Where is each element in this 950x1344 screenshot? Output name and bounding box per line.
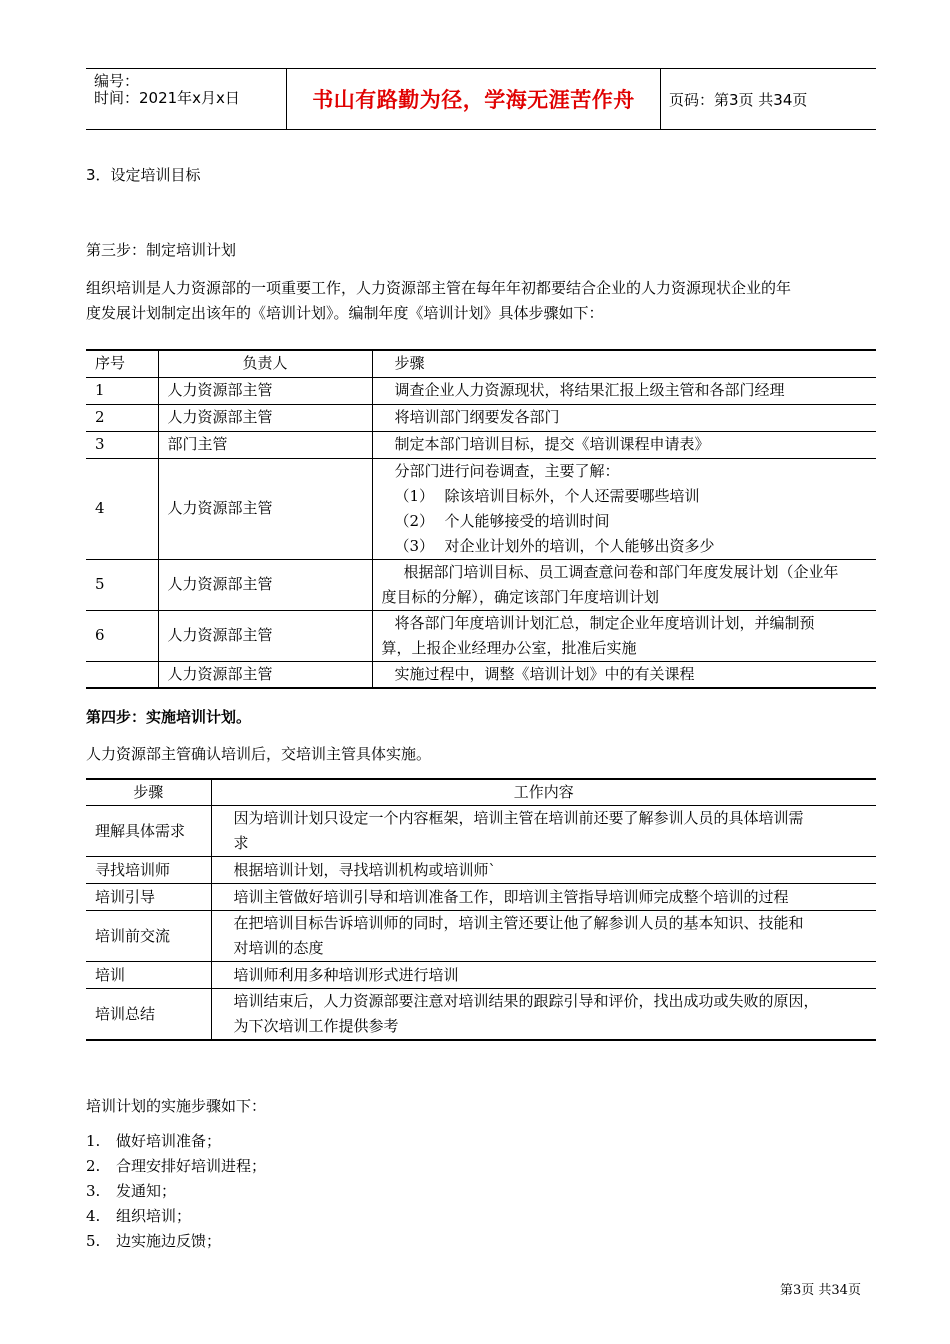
table-row — [86, 806, 876, 857]
row-content-line2: 求 — [233, 834, 249, 852]
row-no: 6 — [95, 626, 105, 644]
table-header-content: 工作内容 — [211, 779, 876, 806]
list-item-num: 3. — [86, 1182, 101, 1200]
table-row — [86, 377, 876, 404]
row-content: 培训主管做好培训引导和培训准备工作，即培训主管指导培训师完成整个培训的过程 — [211, 884, 876, 911]
table-header-row — [86, 779, 876, 806]
list-item-text: 发通知； — [116, 1182, 177, 1200]
step4-title: 第四步：实施培训计划。 — [86, 708, 252, 726]
table-row — [86, 610, 876, 661]
sub-item — [395, 509, 877, 534]
row-content-line1: 培训结束后，人力资源部要注意对培训结果的跟踪引导和评价，找出成功或失败的原因， — [233, 992, 819, 1010]
row-step: 制定本部门培训目标，提交《培训课程申请表》 — [372, 431, 876, 458]
row-step: 实施过程中，调整《培训计划》中的有关课程 — [372, 661, 876, 688]
row-step-line2: 度目标的分解），确定该部门年度培训计划 — [381, 587, 660, 606]
list-item-text: 边实施边反馈； — [116, 1232, 222, 1250]
table-row — [86, 559, 876, 610]
row-step: 培训前交流 — [95, 926, 171, 945]
list-item-num: 2. — [86, 1157, 101, 1175]
row-owner: 人力资源部主管 — [158, 610, 372, 661]
sub-item-num: （1） — [394, 486, 435, 505]
sub-item-num: （2） — [394, 511, 435, 530]
implementation-table — [86, 778, 876, 1041]
row-owner: 部门主管 — [158, 431, 372, 458]
table-header-step: 步骤 — [372, 350, 876, 377]
row-step: 培训引导 — [95, 887, 156, 906]
table-header-no: 序号 — [95, 354, 126, 373]
row-no: 5 — [95, 575, 105, 593]
section3-title: 3．设定培训目标 — [86, 166, 201, 184]
sub-item-text: 个人能够接受的培训时间 — [444, 511, 610, 530]
step4-intro: 人力资源部主管确认培训后，交培训主管具体实施。 — [86, 745, 432, 763]
row-step-line1: 根据部门培训目标、员工调查意问卷和部门年度发展计划（企业年 — [403, 562, 839, 581]
row-content-line2: 为下次培训工作提供参考 — [233, 1017, 399, 1035]
header-motto: 书山有路勤为径，学海无涯苦作舟 — [312, 88, 635, 112]
implementation-title: 培训计划的实施步骤如下： — [86, 1097, 267, 1115]
step3-intro-line2: 度发展计划制定出该年的《培训计划》。编制年度《培训计划》具体步骤如下： — [86, 304, 604, 322]
row-content: 根据培训计划，寻找培训机构或培训师` — [211, 857, 876, 884]
sub-item-num: （3） — [394, 536, 435, 555]
header-page-label: 页码：第3页 共34页 — [669, 90, 808, 109]
row-step-multiline — [372, 559, 876, 610]
row-step: 将培训部门纲要发各部门 — [372, 404, 876, 431]
row-owner: 人力资源部主管 — [158, 458, 372, 559]
row-owner: 人力资源部主管 — [158, 661, 372, 688]
row-owner: 人力资源部主管 — [158, 377, 372, 404]
row-content-line2: 对培训的态度 — [233, 939, 324, 957]
row-content-line1: 因为培训计划只设定一个内容框架，培训主管在培训前还要了解参训人员的具体培训需 — [233, 809, 804, 827]
sub-item — [395, 534, 877, 559]
row-step-multiline — [372, 458, 876, 559]
row-step: 调查企业人力资源现状，将结果汇报上级主管和各部门经理 — [372, 377, 876, 404]
list-item-text: 合理安排好培训进程； — [116, 1157, 267, 1175]
row-content-line1: 在把培训目标告诉培训师的同时，培训主管还要让他了解参训人员的基本知识、技能和 — [233, 914, 804, 932]
list-item — [86, 1232, 221, 1250]
table-header-owner: 负责人 — [158, 350, 372, 377]
table-header-row — [86, 350, 876, 377]
list-item-num: 4. — [86, 1207, 101, 1225]
row-content: 培训师利用多种培训形式进行培训 — [211, 962, 876, 989]
row-no: 3 — [95, 435, 105, 453]
row-no — [86, 661, 158, 688]
table-row — [86, 404, 876, 431]
page-header — [86, 68, 876, 130]
header-number-label: 编号： — [94, 72, 140, 90]
header-time-label: 时间：2021年x月x日 — [94, 89, 240, 107]
list-item — [86, 1207, 191, 1225]
training-plan-steps-table — [86, 349, 876, 689]
list-item — [86, 1182, 176, 1200]
row-step-multiline — [372, 610, 876, 661]
header-page-cell — [661, 69, 876, 129]
row-owner: 人力资源部主管 — [158, 404, 372, 431]
page-footer: 第3页 共34页 — [780, 1283, 861, 1298]
list-item-num: 1. — [86, 1132, 101, 1150]
list-item-num: 5. — [86, 1232, 101, 1250]
table-row — [86, 458, 876, 559]
row-step: 培训总结 — [95, 1004, 156, 1023]
row-content — [211, 806, 876, 857]
table-header-step: 步骤 — [133, 783, 164, 801]
table-row — [86, 962, 876, 989]
row-owner: 人力资源部主管 — [158, 559, 372, 610]
header-info-cell — [86, 69, 287, 129]
row-content — [211, 911, 876, 962]
table-row — [86, 661, 876, 688]
row-no: 1 — [95, 381, 105, 399]
sub-item — [395, 484, 877, 509]
row-no: 4 — [95, 499, 105, 517]
table-row — [86, 431, 876, 458]
row-step: 培训 — [95, 965, 126, 984]
step3-intro-line1: 组织培训是人力资源部的一项重要工作，人力资源部主管在每年年初都要结合企业的人力资源现状企业的年 — [86, 279, 792, 297]
sub-item-text: 对企业计划外的培训，个人能够出资多少 — [444, 536, 715, 555]
row-step: 寻找培训师 — [95, 860, 171, 879]
header-motto-cell — [287, 69, 661, 129]
row-step-lead: 分部门进行问卷调查，主要了解： — [394, 461, 620, 480]
sub-item-text: 除该培训目标外，个人还需要哪些培训 — [444, 486, 700, 505]
table-row — [86, 911, 876, 962]
row-step: 理解具体需求 — [95, 821, 186, 840]
list-item-text: 组织培训； — [116, 1207, 192, 1225]
table-row — [86, 989, 876, 1041]
row-step-line1: 将各部门年度培训计划汇总，制定企业年度培训计划，并编制预 — [394, 613, 815, 632]
table-row — [86, 857, 876, 884]
row-no: 2 — [95, 408, 105, 426]
row-content — [211, 989, 876, 1041]
row-step-line2: 算，上报企业经理办公室，批准后实施 — [381, 638, 637, 657]
list-item-text: 做好培训准备； — [116, 1132, 222, 1150]
list-item — [86, 1132, 221, 1150]
list-item — [86, 1157, 266, 1175]
step3-title: 第三步：制定培训计划 — [86, 241, 237, 259]
table-row — [86, 884, 876, 911]
